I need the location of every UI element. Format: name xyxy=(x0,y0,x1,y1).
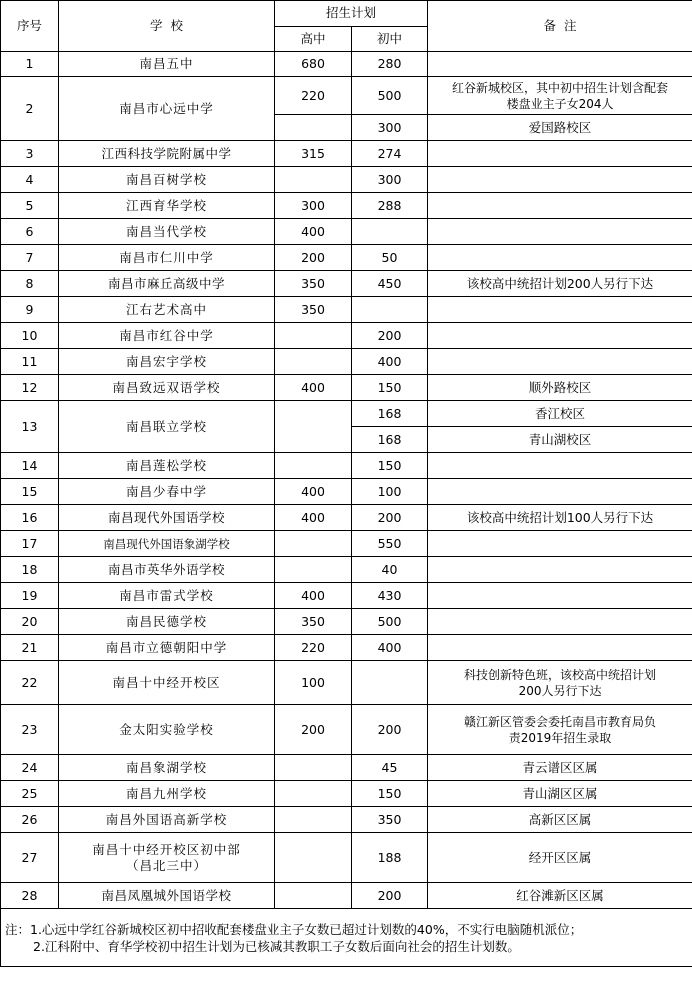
cell-junior: 168 xyxy=(352,401,428,427)
cell-junior: 188 xyxy=(352,833,428,883)
cell-remark: 香江校区 xyxy=(428,401,692,427)
table-row xyxy=(1,219,692,245)
cell-seq: 8 xyxy=(1,271,59,297)
table-row xyxy=(1,609,692,635)
cell-high xyxy=(275,323,352,349)
cell-school: 金太阳实验学校 xyxy=(59,705,275,755)
cell-seq: 11 xyxy=(1,349,59,375)
cell-high: 400 xyxy=(275,479,352,505)
table-row xyxy=(1,323,692,349)
table-row xyxy=(1,781,692,807)
cell-high: 680 xyxy=(275,52,352,77)
cell-remark xyxy=(428,219,692,245)
cell-junior: 200 xyxy=(352,505,428,531)
cell-high xyxy=(275,557,352,583)
cell-junior: 500 xyxy=(352,77,428,115)
cell-junior: 300 xyxy=(352,115,428,141)
cell-junior: 45 xyxy=(352,755,428,781)
cell-school: 南昌凤凰城外国语学校 xyxy=(59,883,275,909)
table-row xyxy=(1,245,692,271)
cell-school: 南昌市英华外语学校 xyxy=(59,557,275,583)
cell-school: 南昌九州学校 xyxy=(59,781,275,807)
cell-remark: 高新区区属 xyxy=(428,807,692,833)
cell-school: 南昌联立学校 xyxy=(59,401,275,453)
table-row xyxy=(1,167,692,193)
table-row xyxy=(1,755,692,781)
cell-high: 400 xyxy=(275,505,352,531)
cell-remark: 红谷滩新区区属 xyxy=(428,883,692,909)
cell-high: 220 xyxy=(275,635,352,661)
note-line-1: 注：1.心远中学红谷新城校区初中招收配套楼盘业主子女数已超过计划数的40%，不实行电脑随机派位； xyxy=(5,921,583,937)
cell-high xyxy=(275,349,352,375)
cell-seq: 24 xyxy=(1,755,59,781)
cell-seq: 4 xyxy=(1,167,59,193)
cell-remark xyxy=(428,297,692,323)
cell-high: 400 xyxy=(275,375,352,401)
cell-seq: 1 xyxy=(1,52,59,77)
cell-seq: 21 xyxy=(1,635,59,661)
cell-school: 南昌象湖学校 xyxy=(59,755,275,781)
cell-remark xyxy=(428,635,692,661)
cell-junior: 430 xyxy=(352,583,428,609)
cell-school: 南昌十中经开校区 xyxy=(59,661,275,705)
cell-junior: 40 xyxy=(352,557,428,583)
cell-school: 南昌现代外国语学校 xyxy=(59,505,275,531)
cell-junior: 100 xyxy=(352,479,428,505)
cell-high: 400 xyxy=(275,219,352,245)
note-line-2: 2.江科附中、育华学校初中招生计划为已核减其教职工子女数后面向社会的招生计划数。 xyxy=(33,938,520,954)
cell-junior: 200 xyxy=(352,705,428,755)
cell-school: 南昌当代学校 xyxy=(59,219,275,245)
cell-high: 400 xyxy=(275,583,352,609)
cell-seq: 12 xyxy=(1,375,59,401)
cell-remark: 顺外路校区 xyxy=(428,375,692,401)
cell-junior: 150 xyxy=(352,375,428,401)
cell-seq: 27 xyxy=(1,833,59,883)
cell-remark: 青山湖校区 xyxy=(428,427,692,453)
header-school: 学 校 xyxy=(59,1,275,52)
cell-high xyxy=(275,807,352,833)
cell-junior: 550 xyxy=(352,531,428,557)
cell-high xyxy=(275,401,352,453)
cell-seq: 19 xyxy=(1,583,59,609)
table-row xyxy=(1,531,692,557)
cell-high xyxy=(275,883,352,909)
cell-junior: 350 xyxy=(352,807,428,833)
cell-seq: 15 xyxy=(1,479,59,505)
cell-high xyxy=(275,453,352,479)
cell-junior: 280 xyxy=(352,52,428,77)
cell-remark xyxy=(428,479,692,505)
cell-remark: 该校高中统招计划200人另行下达 xyxy=(428,271,692,297)
table-row xyxy=(1,557,692,583)
cell-school: 南昌宏宇学校 xyxy=(59,349,275,375)
table-row xyxy=(1,505,692,531)
cell-school: 南昌外国语高新学校 xyxy=(59,807,275,833)
cell-remark xyxy=(428,609,692,635)
cell-high: 220 xyxy=(275,77,352,115)
cell-high: 200 xyxy=(275,705,352,755)
cell-seq: 5 xyxy=(1,193,59,219)
cell-remark: 该校高中统招计划100人另行下达 xyxy=(428,505,692,531)
cell-junior: 300 xyxy=(352,167,428,193)
cell-junior: 200 xyxy=(352,883,428,909)
cell-remark: 经开区区属 xyxy=(428,833,692,883)
cell-remark xyxy=(428,661,692,705)
cell-school: 南昌百树学校 xyxy=(59,167,275,193)
table-row xyxy=(1,705,692,755)
remark-line: 200人另行下达 xyxy=(518,683,602,698)
cell-school: 南昌莲松学校 xyxy=(59,453,275,479)
table-row xyxy=(1,635,692,661)
cell-school: 南昌市仁川中学 xyxy=(59,245,275,271)
school-line: （昌北三中） xyxy=(125,857,207,873)
table-row xyxy=(1,77,692,115)
cell-junior: 450 xyxy=(352,271,428,297)
cell-high: 350 xyxy=(275,271,352,297)
cell-seq: 16 xyxy=(1,505,59,531)
table-row xyxy=(1,807,692,833)
cell-remark xyxy=(428,52,692,77)
notes-row xyxy=(1,909,692,967)
cell-seq: 10 xyxy=(1,323,59,349)
cell-seq: 28 xyxy=(1,883,59,909)
cell-school: 南昌致远双语学校 xyxy=(59,375,275,401)
cell-school xyxy=(59,833,275,883)
header-remarks: 备 注 xyxy=(428,1,692,52)
cell-seq: 6 xyxy=(1,219,59,245)
header-row-1 xyxy=(1,1,692,27)
table-row xyxy=(1,52,692,77)
cell-junior xyxy=(352,661,428,705)
cell-remark xyxy=(428,167,692,193)
header-junior: 初中 xyxy=(352,26,428,52)
cell-seq: 9 xyxy=(1,297,59,323)
table-row xyxy=(1,401,692,427)
remark-line: 红谷新城校区，其中初中招生计划含配套 xyxy=(452,80,669,95)
cell-seq: 23 xyxy=(1,705,59,755)
cell-school: 南昌市心远中学 xyxy=(59,77,275,141)
cell-junior: 274 xyxy=(352,141,428,167)
table-row xyxy=(1,349,692,375)
cell-remark: 青山湖区区属 xyxy=(428,781,692,807)
table-row xyxy=(1,479,692,505)
cell-high: 315 xyxy=(275,141,352,167)
table-row xyxy=(1,583,692,609)
cell-remark: 爱国路校区 xyxy=(428,115,692,141)
table-row xyxy=(1,453,692,479)
cell-junior xyxy=(352,219,428,245)
cell-seq: 25 xyxy=(1,781,59,807)
cell-school: 南昌市红谷中学 xyxy=(59,323,275,349)
table-row xyxy=(1,271,692,297)
cell-remark: 青云谱区区属 xyxy=(428,755,692,781)
school-line: 南昌十中经开校区初中部 xyxy=(92,841,241,857)
cell-remark xyxy=(428,193,692,219)
cell-remark xyxy=(428,583,692,609)
header-seq: 序号 xyxy=(1,1,59,52)
cell-high: 200 xyxy=(275,245,352,271)
cell-high xyxy=(275,755,352,781)
cell-seq: 13 xyxy=(1,401,59,453)
cell-remark xyxy=(428,349,692,375)
cell-seq: 22 xyxy=(1,661,59,705)
cell-junior: 288 xyxy=(352,193,428,219)
table-row xyxy=(1,141,692,167)
cell-seq: 7 xyxy=(1,245,59,271)
cell-high xyxy=(275,531,352,557)
cell-junior: 400 xyxy=(352,349,428,375)
cell-seq: 20 xyxy=(1,609,59,635)
remark-line: 赣江新区管委会委托南昌市教育局负 xyxy=(464,714,657,729)
cell-high xyxy=(275,833,352,883)
remark-line: 科技创新特色班，该校高中统招计划 xyxy=(464,667,657,682)
cell-high xyxy=(275,115,352,141)
header-high: 高中 xyxy=(275,26,352,52)
cell-junior: 400 xyxy=(352,635,428,661)
cell-school: 江右艺术高中 xyxy=(59,297,275,323)
cell-seq: 18 xyxy=(1,557,59,583)
cell-high: 350 xyxy=(275,297,352,323)
cell-school: 江西科技学院附属中学 xyxy=(59,141,275,167)
cell-seq: 14 xyxy=(1,453,59,479)
cell-remark xyxy=(428,323,692,349)
cell-seq: 17 xyxy=(1,531,59,557)
cell-remark xyxy=(428,557,692,583)
cell-school: 南昌现代外国语象湖学校 xyxy=(59,531,275,557)
cell-remark xyxy=(428,245,692,271)
cell-junior xyxy=(352,297,428,323)
cell-high: 100 xyxy=(275,661,352,705)
cell-remark xyxy=(428,141,692,167)
cell-junior: 150 xyxy=(352,781,428,807)
cell-high: 300 xyxy=(275,193,352,219)
cell-junior: 200 xyxy=(352,323,428,349)
cell-high xyxy=(275,781,352,807)
table-row xyxy=(1,193,692,219)
remark-line: 责2019年招生录取 xyxy=(508,730,612,745)
table-row xyxy=(1,883,692,909)
cell-school: 南昌民德学校 xyxy=(59,609,275,635)
cell-seq: 3 xyxy=(1,141,59,167)
table-row xyxy=(1,661,692,705)
cell-school: 南昌少春中学 xyxy=(59,479,275,505)
cell-school: 南昌市雷式学校 xyxy=(59,583,275,609)
cell-junior: 168 xyxy=(352,427,428,453)
cell-school: 南昌五中 xyxy=(59,52,275,77)
table-row xyxy=(1,833,692,883)
notes-cell xyxy=(1,909,692,967)
cell-school: 南昌市麻丘高级中学 xyxy=(59,271,275,297)
table-row xyxy=(1,375,692,401)
cell-junior: 150 xyxy=(352,453,428,479)
cell-school: 南昌市立德朝阳中学 xyxy=(59,635,275,661)
cell-remark xyxy=(428,705,692,755)
cell-seq: 26 xyxy=(1,807,59,833)
cell-remark xyxy=(428,77,692,115)
cell-high xyxy=(275,167,352,193)
cell-remark xyxy=(428,531,692,557)
cell-junior: 50 xyxy=(352,245,428,271)
cell-remark xyxy=(428,453,692,479)
cell-junior: 500 xyxy=(352,609,428,635)
cell-seq: 2 xyxy=(1,77,59,141)
header-plan: 招生计划 xyxy=(275,1,428,27)
remark-line: 楼盘业主子女204人 xyxy=(506,96,614,111)
cell-high: 350 xyxy=(275,609,352,635)
table-row xyxy=(1,297,692,323)
cell-school: 江西育华学校 xyxy=(59,193,275,219)
